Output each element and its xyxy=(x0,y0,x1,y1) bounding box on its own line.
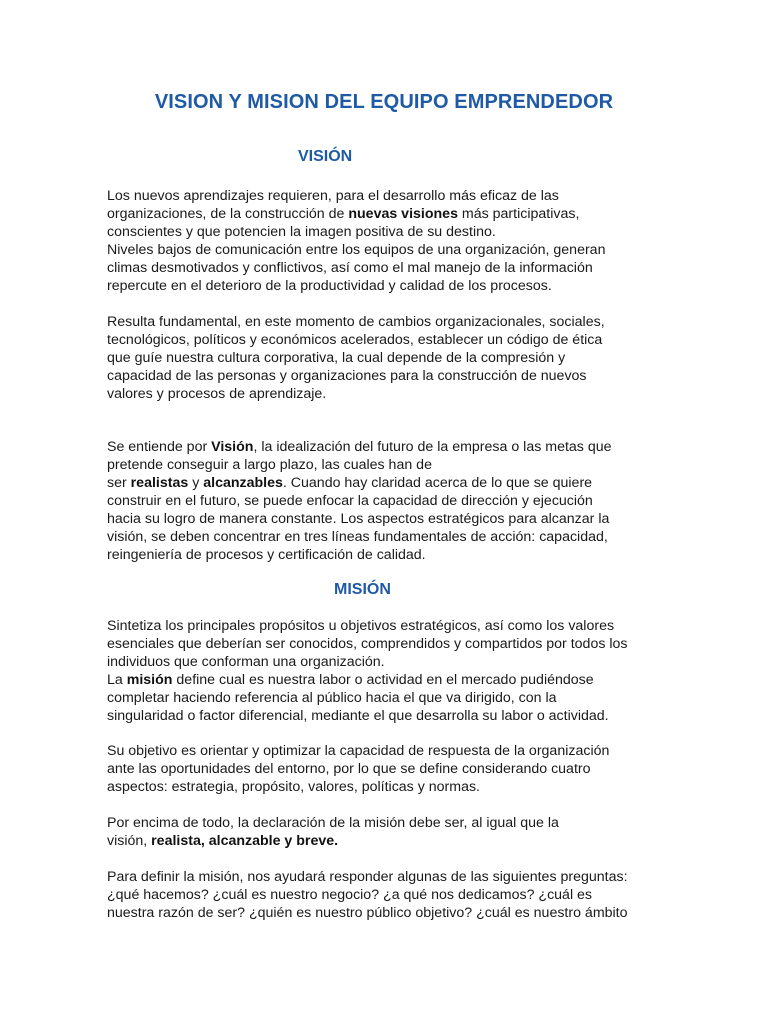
document-title: VISION Y MISION DEL EQUIPO EMPRENDEDOR xyxy=(154,91,614,113)
vision-heading: VISIÓN xyxy=(298,148,353,165)
text-line: climas desmotivados y conflictivos, así como el mal manejo de la información xyxy=(107,260,593,276)
mision-heading: MISIÓN xyxy=(334,581,391,598)
text-span: . Cuando hay claridad acerca de lo que se quiere xyxy=(282,475,593,491)
emphasis-text: nuevas visiones xyxy=(348,206,458,222)
text-line: reingeniería de procesos y certificación de calidad. xyxy=(107,547,426,563)
emphasis-text: realista, alcanzable y breve. xyxy=(151,833,339,849)
emphasis-text: Visión xyxy=(211,439,254,455)
text-span: organizaciones, de la construcción de xyxy=(107,206,349,222)
text-span: más participativas, xyxy=(457,206,580,222)
text-line: tecnológicos, políticos y económicos acelerados, establecer un código de ética xyxy=(107,332,603,348)
mision-paragraph-4 xyxy=(107,868,667,922)
text-span: define cual es nuestra labor o actividad en el mercado pudiéndose xyxy=(172,672,594,688)
text-line xyxy=(107,671,667,689)
text-line: que guíe nuestra cultura corporativa, la cual depende de la compresión y xyxy=(107,350,566,366)
text-line: esenciales que deberían ser conocidos, comprendidos y compartidos por todos los xyxy=(107,636,628,652)
emphasis-text: realistas xyxy=(130,475,189,491)
mision-paragraph-3 xyxy=(107,814,667,850)
text-line: Sintetiza los principales propósitos u objetivos estratégicos, así como los valores xyxy=(107,618,615,634)
vision-paragraph-1 xyxy=(107,187,667,295)
text-line xyxy=(107,832,667,850)
vision-paragraph-3 xyxy=(107,438,667,564)
text-line xyxy=(107,474,667,492)
text-line: hacia su logro de manera constante. Los aspectos estratégicos para alcanzar la xyxy=(107,511,610,527)
text-line: Por encima de todo, la declaración de la misión debe ser, al igual que la xyxy=(107,815,559,831)
text-span: ser xyxy=(107,475,131,491)
text-line xyxy=(107,205,667,223)
text-span: , la idealización del futuro de la empresa o las metas que xyxy=(253,439,612,455)
mision-paragraph-1 xyxy=(107,617,667,725)
text-line: Para definir la misión, nos ayudará responder algunas de las siguientes preguntas: xyxy=(107,869,628,885)
text-line: conscientes y que potencien la imagen positiva de su destino. xyxy=(107,224,496,240)
text-line: valores y procesos de aprendizaje. xyxy=(107,386,327,402)
text-line: repercute en el deterioro de la productividad y calidad de los procesos. xyxy=(107,278,552,294)
text-span: Se entiende por xyxy=(107,439,212,455)
text-span: visión, xyxy=(107,833,152,849)
vision-paragraph-2 xyxy=(107,313,667,403)
text-line: construir en el futuro, se puede enfocar la capacidad de dirección y ejecución xyxy=(107,493,593,509)
text-line: singularidad o factor diferencial, mediante el que desarrolla su labor o actividad. xyxy=(107,708,609,724)
text-line xyxy=(107,438,667,456)
text-line: visión, se deben concentrar en tres líneas fundamentales de acción: capacidad, xyxy=(107,529,608,545)
text-span: La xyxy=(107,672,127,688)
mision-paragraph-2 xyxy=(107,742,667,796)
text-span: y xyxy=(188,475,204,491)
emphasis-text: misión xyxy=(126,672,173,688)
text-line: Los nuevos aprendizajes requieren, para el desarrollo más eficaz de las xyxy=(107,188,559,204)
text-line: capacidad de las personas y organizaciones para la construcción de nuevos xyxy=(107,368,587,384)
text-line: Su objetivo es orientar y optimizar la capacidad de respuesta de la organización xyxy=(107,743,610,759)
text-line: completar haciendo referencia al público hacia el que va dirigido, con la xyxy=(107,690,557,706)
text-line: pretende conseguir a largo plazo, las cuales han de xyxy=(107,457,432,473)
emphasis-text: alcanzables xyxy=(203,475,283,491)
text-line: aspectos: estrategia, propósito, valores, políticas y normas. xyxy=(107,779,480,795)
text-line: ¿qué hacemos? ¿cuál es nuestro negocio? ¿a qué nos dedicamos? ¿cuál es xyxy=(107,887,593,903)
text-line: ante las oportunidades del entorno, por lo que se define considerando cuatro xyxy=(107,761,591,777)
text-line: nuestra razón de ser? ¿quién es nuestro público objetivo? ¿cuál es nuestro ámbito xyxy=(107,905,628,921)
text-line: Resulta fundamental, en este momento de cambios organizacionales, sociales, xyxy=(107,314,605,330)
text-line: individuos que conforman una organización. xyxy=(107,654,385,670)
text-line: Niveles bajos de comunicación entre los equipos de una organización, generan xyxy=(107,242,606,258)
